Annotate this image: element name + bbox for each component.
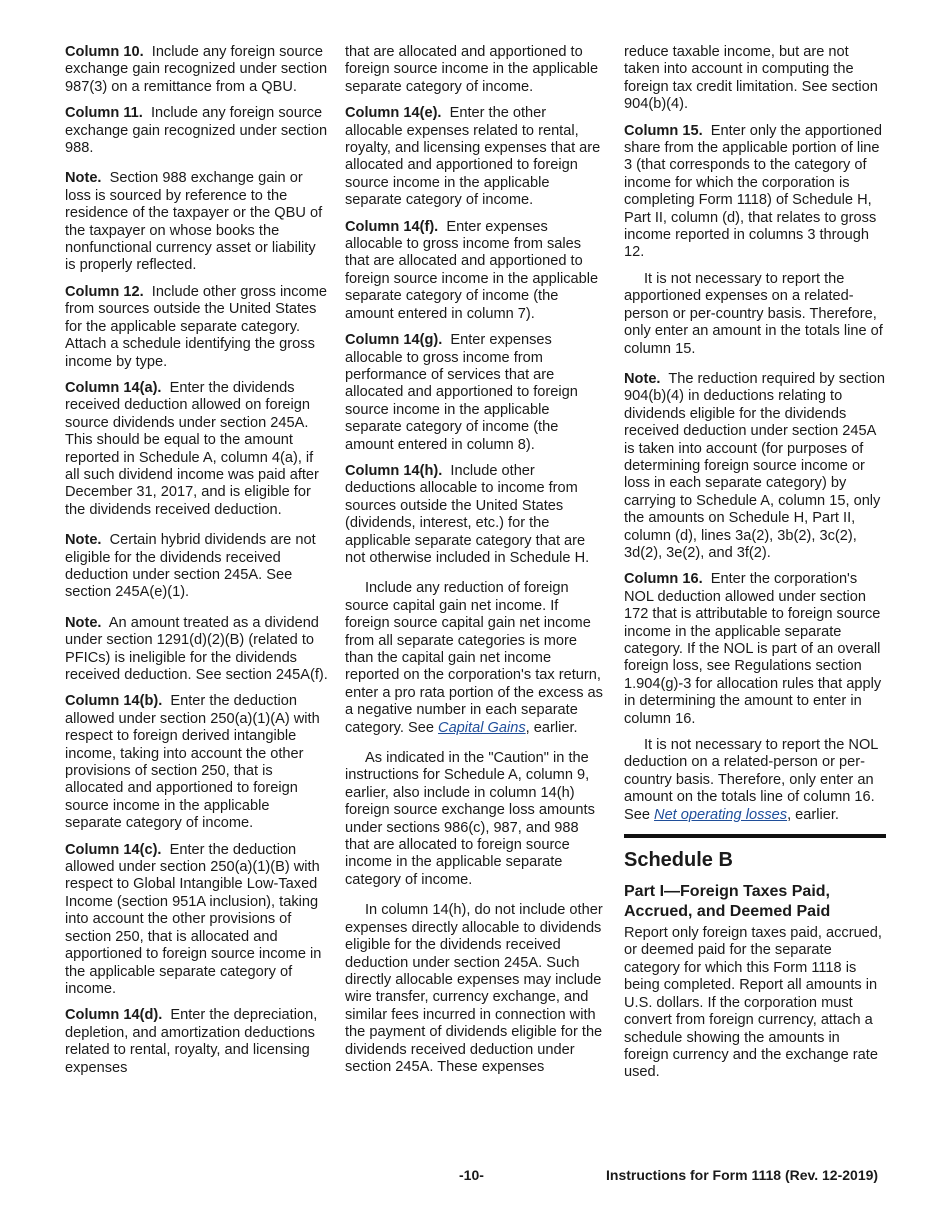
note-label: Note. [65,170,102,187]
col14h-paragraph [345,463,605,567]
continuation-paragraph: reduce taxable income, but are not taken into account in computing the foreign tax credit limitation. See section 904(b)(4). [624,44,878,113]
col11-text: Include any foreign source exchange gain recognized under section 988. [65,105,328,157]
continuation-paragraph: that are allocated and apportioned to foreign source income in the applicable separate category of income. [345,44,599,95]
note-text: The reduction required by section 904(b)(4) in deductions relating to dividends eligible for the dividends received deduction under section 245A is taken into account (for purposes of determining foreign source income or loss in each separate category) by carrying to Schedule A, column 15, only the amounts on Schedule H, Part II, column (d), lines 3a(2), 3b(2), 3c(2), 3d(2), 3e(2), and 3f(2). [624,370,885,561]
col16-label: Column 16. [624,571,703,588]
col14a-paragraph [65,380,330,519]
col14e-label: Column 14(e). [345,105,442,122]
col16-paragraph [624,571,886,728]
col15-paragraph [624,123,886,262]
col14b-paragraph [65,693,330,832]
page-number: -10- [459,1167,484,1183]
col14f-paragraph [345,219,605,323]
col14f-label: Column 14(f). [345,218,439,235]
capital-gains-link[interactable]: Capital Gains [438,719,526,736]
col11-label: Column 11. [65,105,143,122]
section-divider [624,834,886,838]
col14e-text: Enter the other allocable expenses related to rental, royalty, and licensing expenses that are allocated and apportioned to foreign source income in the applicable separate category of income. [345,105,601,209]
schedule-b-body: Report only foreign taxes paid, accrued, or deemed paid for the separate category for which this Form 1118 is being completed. Report all amounts in U.S. dollars. If the corporation must convert from foreign currency, attach a schedule showing the amounts in foreign currency and the exchange rate used. [624,925,882,1081]
schedule-b-heading: Schedule B [624,849,733,872]
col12-label: Column 12. [65,283,144,300]
capital-gain-text-end: , earlier. [525,719,578,736]
col15-note-paragraph: It is not necessary to report the apportioned expenses on a related-person or per-country basis. Therefore, only enter an amount in the totals line of column 15. [624,270,883,357]
col10-text: Include any foreign source exchange gain recognized under section 987(3) on a remittance from a QBU. [65,44,328,95]
note-text: Section 988 exchange gain or loss is sourced by reference to the residence of the taxpayer or the QBU of the taxpayer on whose books the nonfunctional currency asset or liability is properly reflected. [65,170,323,274]
note-text: An amount treated as a dividend under section 1291(d)(2)(B) (related to PFICs) is ineligible for the dividends received deduction. See section 245A(f). [65,614,328,683]
col14g-label: Column 14(g). [345,332,443,349]
nol-text-end: , earlier. [787,806,839,823]
col14d-text: Enter the depreciation, depletion, and amortization deductions related to rental, royalty, and licensing expenses [65,1007,318,1076]
nol-text: It is not necessary to report the NOL deduction on a related-person or per-country basis. Therefore, only enter an amount on the totals line of column 16. See [624,737,878,823]
col14d-paragraph [65,1007,330,1077]
nol-paragraph [624,737,886,824]
col14g-text: Enter expenses allocable to gross income from performance of services that are allocated and apportioned to foreign source income in the applicable separate category of income (the amount entered in column 8). [345,332,578,453]
exclusion-paragraph: In column 14(h), do not include other expenses directly allocable to dividends eligible for the dividends received deduction under section 245A. Such directly allocable expenses may include wire transfer, currency exchange, and similar fees incurred in connection with the payment of dividends eligible for the dividends received deduction under section 245A. These expenses [345,902,603,1075]
caution-paragraph: As indicated in the "Caution" in the instructions for Schedule A, column 9, earlier, also include in column 14(h) foreign source exchange loss amounts under sections 986(c), 987, and 988 that are allocated to foreign source income in the applicable separate category of income. [345,750,595,888]
note-label: Note. [65,614,102,631]
col12-paragraph [65,284,330,371]
col14e-paragraph [345,105,605,209]
note-label: Note. [65,532,102,549]
col14b-text: Enter the deduction allowed under section 250(a)(1)(A) with respect to foreign derived intangible income, taking into account the other provisions of section 250, that is allocated and apportioned to foreign source income in the applicable separate category of income. [65,693,320,832]
note-hybrid-paragraph [65,532,330,602]
col14h-label: Column 14(h). [345,462,443,479]
note-pfic-paragraph [65,615,330,685]
col14d-label: Column 14(d). [65,1007,163,1024]
col14f-text: Enter expenses allocable to gross income from sales that are allocated and apportioned to foreign source income in the applicable separate category of income (the amount entered in column 7). [345,218,599,322]
col10-label: Column 10. [65,44,144,60]
column-right [624,44,886,1091]
col14c-paragraph [65,842,330,999]
col10-paragraph [65,44,330,96]
col14c-label: Column 14(c). [65,841,162,858]
col15-text: Enter only the apportioned share from the applicable portion of line 3 (that corresponds to the category of income for which the corporation is completing Form 1118) of Schedule H, Part II, column (d), that relates to gross income reported in columns 3 through 12. [624,122,882,261]
col14c-text: Enter the deduction allowed under section 250(a)(1)(B) with respect to Global Intangible Low-Taxed Income (section 951A inclusion), taking into account the other provisions of section 250, that is allocated and apportioned to foreign source income in the applicable separate category of income. [65,841,322,997]
note-label: Note. [624,370,661,387]
col15-label: Column 15. [624,122,703,139]
capital-gain-paragraph [345,580,605,737]
note-text: Certain hybrid dividends are not eligible for the dividends received deduction under section 245A. See section 245A(e)(1). [65,532,316,601]
note-904-paragraph [624,371,886,562]
col14h-text: Include other deductions allocable to income from sources outside the United States (dividends, interest, etc.) for the applicable separate category that are not otherwise included in Schedule H. [345,462,590,566]
col12-text: Include other gross income from sources outside the United States for the applicable separate category. Attach a schedule identifying the gross income by type. [65,283,327,370]
col14a-label: Column 14(a). [65,379,162,396]
column-middle [345,44,605,1085]
footer-title: Instructions for Form 1118 (Rev. 12-2019) [606,1167,879,1183]
column-left [65,44,330,1086]
part-i-heading: Part I—Foreign Taxes Paid, Accrued, and Deemed Paid [624,883,831,921]
col14a-text: Enter the dividends received deduction allowed on foreign source dividends under section 245A. This should be equal to the amount reported in Schedule A, column 4(a), if all such dividend income was paid after December 31, 2017, and is eligible for the dividends received deduction. [65,379,319,518]
col14b-label: Column 14(b). [65,693,163,710]
col11-paragraph [65,105,330,157]
capital-gain-text: Include any reduction of foreign source capital gain net income. If foreign source capital gain net income from all separate categories is more than the capital gain net income reported on the corporation's tax return, enter a pro rata portion of the excess as a negative number in each separate category. See [345,580,603,736]
col16-text: Enter the corporation's NOL deduction allowed under section 172 that is attributable to foreign source income in the applicable separate category. If the NOL is part of an overall foreign loss, see Regulations section 1.904(g)-3 for allocation rules that apply in determining the amount to enter in column 16. [624,571,882,727]
note-988-paragraph [65,170,330,274]
col14g-paragraph [345,332,605,454]
net-operating-losses-link[interactable]: Net operating losses [654,806,788,823]
